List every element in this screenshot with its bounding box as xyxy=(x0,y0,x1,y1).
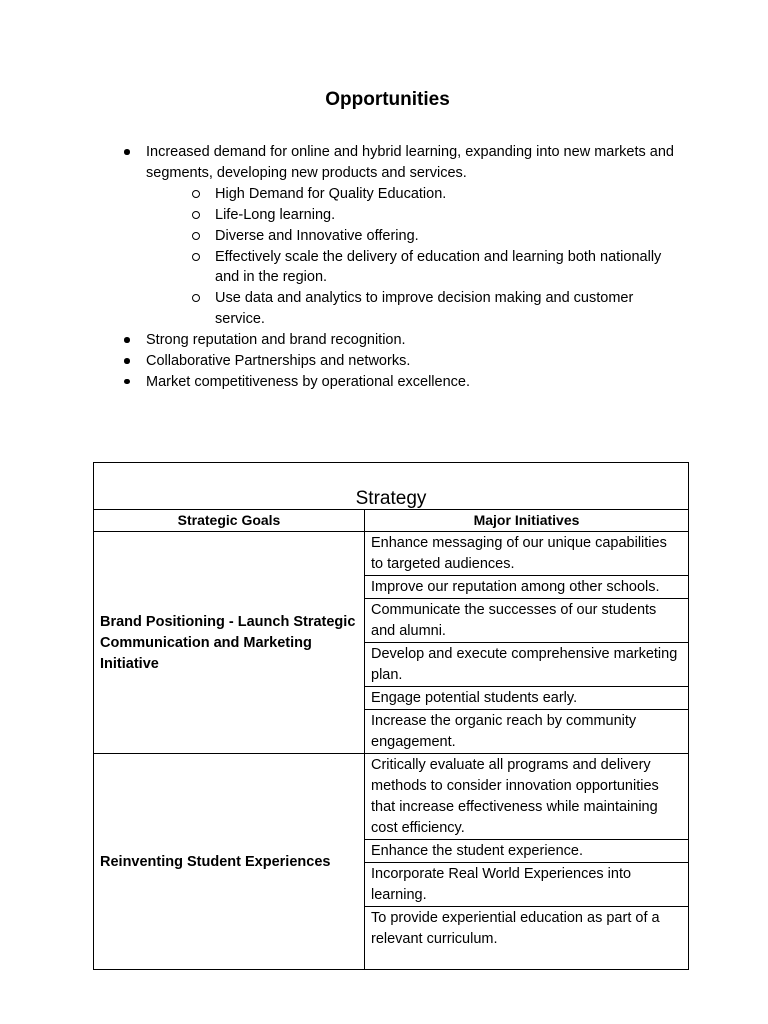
initiative-cell: Enhance the student experience. xyxy=(365,840,689,863)
sub-item-text: Life-Long learning. xyxy=(215,206,336,223)
initiative-cell: Communicate the successes of our students and alumni. xyxy=(365,599,689,643)
table-row xyxy=(94,754,689,840)
bullet-icon xyxy=(124,149,130,155)
column-header-initiatives: Major Initiatives xyxy=(365,510,689,532)
circle-bullet-icon xyxy=(192,294,200,302)
opportunities-list xyxy=(124,142,684,393)
bullet-text: Increased demand for online and hybrid learning, expanding into new markets and segments, developing new products and services. xyxy=(146,144,674,181)
circle-bullet-icon xyxy=(192,232,200,240)
sub-list xyxy=(146,184,684,330)
strategy-title: Strategy xyxy=(355,488,427,509)
strategic-goal-cell: Brand Positioning - Launch Strategic Communication and Marketing Initiative xyxy=(94,532,365,754)
opportunities-title: Opportunities xyxy=(325,89,450,110)
list-item xyxy=(124,372,684,393)
list-item xyxy=(124,330,684,351)
bullet-text: Strong reputation and brand recognition. xyxy=(146,332,406,349)
initiative-cell: Engage potential students early. xyxy=(365,687,689,710)
table-header-row xyxy=(94,510,689,532)
bullet-text: Collaborative Partnerships and networks. xyxy=(146,353,411,370)
strategy-table xyxy=(93,462,689,970)
sub-list-item xyxy=(146,184,684,205)
strategic-goal-cell: Reinventing Student Experiences xyxy=(94,754,365,970)
initiative-cell: Develop and execute comprehensive marketing plan. xyxy=(365,643,689,687)
bullet-text: Market competitiveness by operational excellence. xyxy=(146,373,470,390)
sub-item-text: Use data and analytics to improve decision making and customer service. xyxy=(215,290,634,328)
initiative-cell: To provide experiential education as part of a relevant curriculum. xyxy=(365,907,689,970)
initiative-cell: Increase the organic reach by community engagement. xyxy=(365,710,689,754)
bullet-icon xyxy=(124,379,130,385)
initiative-cell: Critically evaluate all programs and delivery methods to consider innovation opportunities that increase effectiveness while maintaining cost efficiency. xyxy=(365,754,689,840)
circle-bullet-icon xyxy=(192,211,200,219)
list-item xyxy=(124,142,684,330)
table-row xyxy=(94,532,689,576)
strategy-title-cell xyxy=(94,463,689,510)
sub-list-item xyxy=(146,288,684,330)
initiative-cell: Enhance messaging of our unique capabilities to targeted audiences. xyxy=(365,532,689,576)
column-header-goals: Strategic Goals xyxy=(94,510,365,532)
sub-list-item xyxy=(146,205,684,226)
sub-list-item xyxy=(146,226,684,247)
bullet-icon xyxy=(124,337,130,343)
circle-bullet-icon xyxy=(192,253,200,261)
initiative-cell: Incorporate Real World Experiences into learning. xyxy=(365,863,689,907)
sub-item-text: Effectively scale the delivery of education and learning both nationally and in the region. xyxy=(215,248,662,286)
sub-item-text: Diverse and Innovative offering. xyxy=(215,227,419,244)
circle-bullet-icon xyxy=(192,190,200,198)
sub-list-item xyxy=(146,247,684,289)
bullet-icon xyxy=(124,358,130,364)
table-title-row xyxy=(94,463,689,510)
initiative-cell: Improve our reputation among other schools. xyxy=(365,576,689,599)
sub-item-text: High Demand for Quality Education. xyxy=(215,185,447,202)
list-item xyxy=(124,351,684,372)
